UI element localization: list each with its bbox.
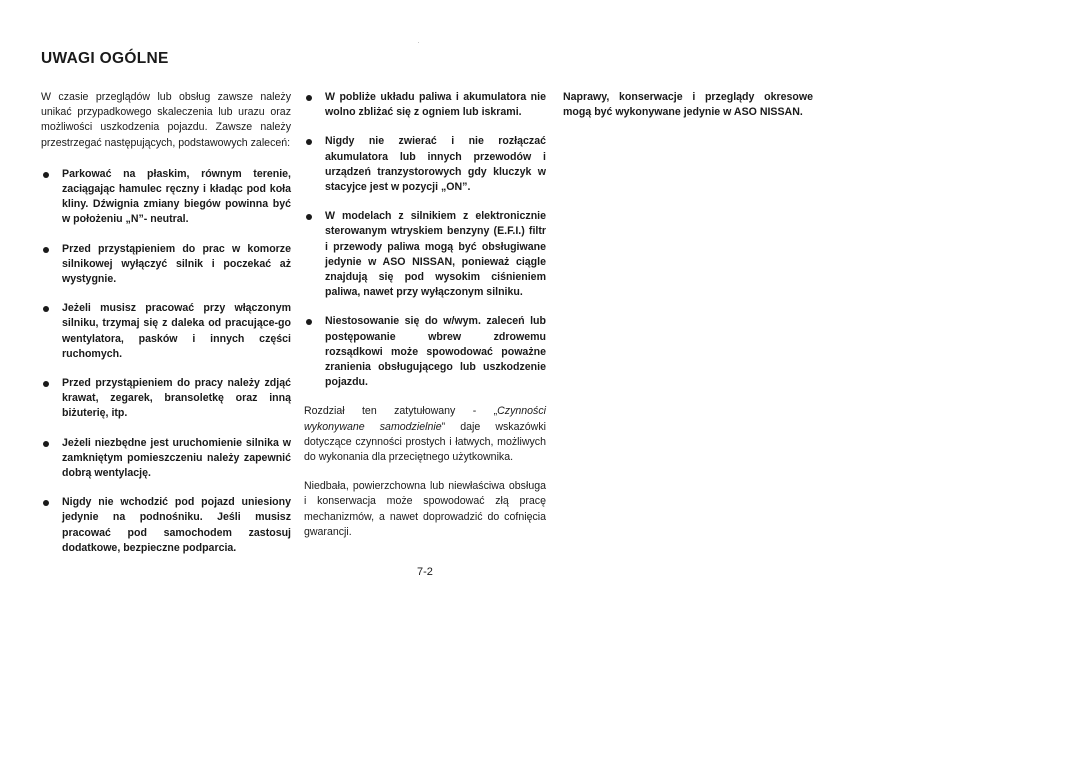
list-item-text: W pobliże układu paliwa i akumulatora nie wolno zbliżać się z ogniem lub iskrami. [325, 91, 546, 119]
safety-list-2 [304, 90, 546, 390]
service-note: Naprawy, konserwacje i przeglądy okresowe mogą być wykonywane jedynie w ASO NISSAN. [563, 91, 813, 119]
list-item [41, 167, 291, 228]
column-2 [304, 90, 546, 554]
scan-speck [418, 42, 419, 43]
column-1 [41, 90, 291, 570]
page-number: 7-2 [417, 566, 433, 578]
bullet-icon [306, 214, 312, 220]
bullet-icon [43, 247, 49, 253]
chapter-description [304, 404, 546, 465]
list-item [41, 301, 291, 362]
list-item [304, 209, 546, 300]
list-item [41, 436, 291, 482]
page-title: UWAGI OGÓLNE [41, 50, 169, 67]
list-item [304, 314, 546, 390]
list-item [304, 90, 546, 120]
list-item-text: Jeżeli musisz pracować przy włączonym silniku, trzymaj się z daleka od pracujące-go wentylatora, pasków i innych części ruchomych. [62, 302, 291, 360]
list-item-text: Jeżeli niezbędne jest uruchomienie silnika w zamkniętym pomieszczeniu należy zapewnić dobrą wentylację. [62, 436, 291, 480]
list-item-text: Niestosowanie się do w/wym. zaleceń lub postępowanie wbrew zdrowemu rozsądkowi może spowodować poważne zranienia obsługującego lub uszkodzenie pojazdu. [325, 315, 546, 389]
bullet-icon [43, 441, 49, 447]
list-item-text: Przed przystąpieniem do pracy należy zdjąć krawat, zegarek, bransoletkę oraz inną biżuterię, itp. [62, 377, 291, 420]
list-item-text: Nigdy nie wchodzić pod pojazd uniesiony jedynie na podnośniku. Jeśli musisz pracować pod samochodem zastosuj dodatkowe, bezpieczne podparcia. [62, 496, 291, 554]
intro-paragraph: W czasie przeglądów lub obsług zawsze należy unikać przypadkowego skaleczenia lub urazu oraz możliwości uszkodzenia pojazdu. Zawsze należy przestrzegać następujących, podstawowych zaleceń: [41, 91, 291, 149]
list-item [304, 134, 546, 195]
list-item [41, 495, 291, 556]
column-3 [563, 90, 813, 134]
list-item-text: Parkować na płaskim, równym terenie, zaciągając hamulec ręczny i kładąc pod koła kliny. Dźwignia zmiany biegów powinna być w położeniu „N”- neutral. [62, 167, 291, 226]
warranty-note: Niedbała, powierzchowna lub niewłaściwa obsługa i konserwacja może spowodować złą pracę mechanizmów, a nawet doprowadzić do cofnięcia gwarancji. [304, 480, 546, 538]
list-item-text: Nigdy nie zwierać i nie rozłączać akumulatora lub innych przewodów i urządzeń tranzystorowych gdy kluczyk w stacyjce jest w pozycji „ON”. [325, 135, 546, 194]
safety-list-1 [41, 167, 291, 556]
bullet-icon [43, 172, 49, 178]
bullet-icon [306, 139, 312, 145]
list-item-text: Przed przystąpieniem do prac w komorze silnikowej wyłączyć silnik i poczekać aż wystygnie. [62, 242, 291, 286]
bullet-icon [43, 500, 49, 506]
bullet-icon [43, 381, 49, 387]
chapter-description-prefix: Rozdział ten zatytułowany - „ [304, 405, 498, 418]
list-item-text: W modelach z silnikiem z elektronicznie sterowanym wtryskiem benzyny (E.F.I.) filtr i przewody paliwa mogą być obsługiwane jedynie w ASO NISSAN, ponieważ ciągle znajdują się pod wysokim ciśnieniem paliwa, nawet przy wyłączonym silniku. [325, 210, 546, 299]
list-item [41, 242, 291, 288]
chapter-title-reference: Czynności wykonywane samodzielnie [304, 405, 546, 433]
bullet-icon [306, 95, 312, 101]
list-item [41, 376, 291, 422]
bullet-icon [306, 319, 312, 325]
bullet-icon [43, 306, 49, 312]
chapter-description-suffix: ” daje wskazówki dotyczące czynności prostych i łatwych, możliwych do wykonania dla przeciętnego użytkownika. [304, 420, 546, 464]
